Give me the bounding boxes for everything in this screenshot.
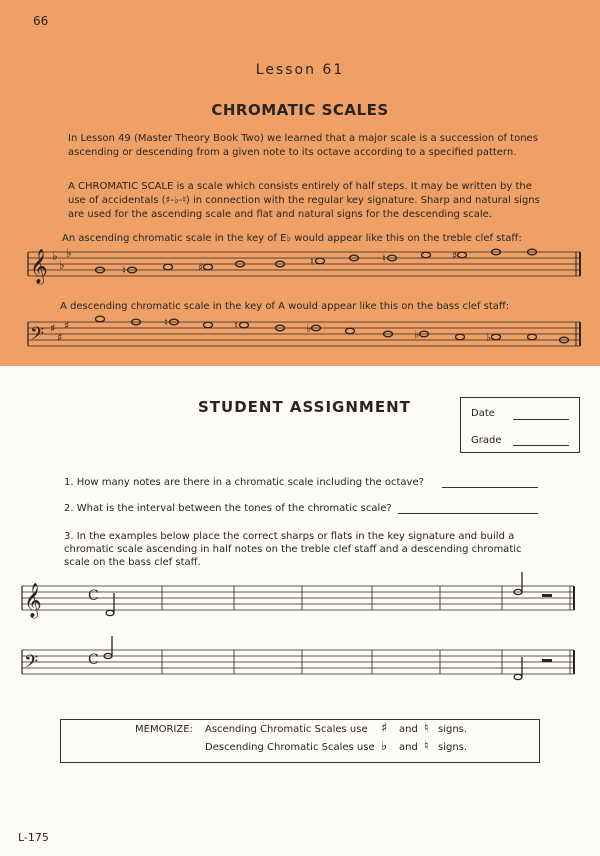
svg-text:♭: ♭ <box>486 331 492 344</box>
memorize-signs-1: signs. <box>438 724 468 735</box>
date-grade-box <box>460 397 580 453</box>
bass-clef-icon: 𝄢 <box>24 652 39 677</box>
lesson-title: Lesson 61 <box>255 62 345 78</box>
given-notes <box>106 572 522 616</box>
question-2: 2. What is the interval between the tones of the chromatic scale? <box>64 503 392 514</box>
svg-text:♮: ♮ <box>122 264 126 277</box>
chapter-title: CHROMATIC SCALES <box>211 101 389 119</box>
memorize-line2: Descending Chromatic Scales use <box>205 742 375 753</box>
page-number: 66 <box>33 14 49 28</box>
half-rest-icon <box>542 659 552 662</box>
svg-text:♭: ♭ <box>306 322 312 335</box>
intro-paragraph: In Lesson 49 (Master Theory Book Two) we learned that a major scale is a succession of tones ascending or descending from a given note to its octave according to a specified pattern. <box>68 133 538 158</box>
natural-icon: ♮ <box>424 721 429 736</box>
memorize-and-2: and <box>399 742 418 753</box>
svg-text:♮: ♮ <box>234 319 238 332</box>
treble-assignment-staff[interactable] <box>22 578 578 628</box>
svg-text:♭: ♭ <box>414 328 420 341</box>
svg-text:♯: ♯ <box>57 331 63 344</box>
svg-text:♯: ♯ <box>64 319 70 332</box>
example2-caption: A descending chromatic scale in the key of A would appear like this on the bass clef staff: <box>60 301 510 312</box>
svg-text:♯: ♯ <box>452 249 458 262</box>
bass-assignment-staff[interactable] <box>22 640 578 690</box>
treble-clef-icon: 𝄞 <box>24 583 42 618</box>
memorize-box <box>60 719 540 763</box>
assignment-title: STUDENT ASSIGNMENT <box>198 398 411 416</box>
key-signature-flats <box>52 246 72 272</box>
answer-2-field[interactable] <box>398 513 538 514</box>
svg-text:♮: ♮ <box>310 255 314 268</box>
date-label: Date <box>471 408 495 419</box>
half-rest-icon <box>542 594 552 597</box>
memorize-line1: Ascending Chromatic Scales use <box>205 724 368 735</box>
date-field[interactable] <box>513 419 569 420</box>
answer-1-field[interactable] <box>442 487 538 488</box>
sharp-icon: ♯ <box>381 721 388 736</box>
treble-example-staff <box>28 244 584 284</box>
natural-icon: ♮ <box>424 739 429 754</box>
svg-text:♯: ♯ <box>198 261 204 274</box>
bass-clef-icon: 𝄢 <box>30 324 45 349</box>
grade-label: Grade <box>471 435 502 446</box>
question-1: 1. How many notes are there in a chromatic scale including the octave? <box>64 477 424 488</box>
example1-caption: An ascending chromatic scale in the key of E♭ would appear like this on the treble clef staff: <box>62 233 522 244</box>
svg-text:♭: ♭ <box>59 258 65 272</box>
time-signature: C <box>88 588 99 604</box>
memorize-prefix: MEMORIZE: <box>135 724 193 735</box>
question-3: 3. In the examples below place the correct sharps or flats in the key signature and build a chromatic scale ascending in half notes on the treble clef staff and a descending chromatic scale on the bass clef staff. <box>64 531 522 568</box>
treble-clef-icon: 𝄞 <box>30 249 48 284</box>
memorize-signs-2: signs. <box>438 742 468 753</box>
time-signature: C <box>88 652 99 668</box>
svg-text:♭: ♭ <box>66 246 72 260</box>
svg-text:♯: ♯ <box>50 322 56 335</box>
scale-notes <box>96 249 537 273</box>
flat-icon: ♭ <box>381 739 388 754</box>
svg-text:♮: ♮ <box>382 252 386 265</box>
given-notes <box>104 636 522 680</box>
definition-paragraph: A CHROMATIC SCALE is a scale which consists entirely of half steps. It may be written by the use of accidentals (♯-♭-♮) in connection with the regular key signature. Sharp and natural signs are used for the ascending scale and flat and natural signs for the descending scale. <box>68 181 540 220</box>
grade-field[interactable] <box>513 445 569 446</box>
accidentals <box>122 249 457 277</box>
svg-text:♮: ♮ <box>164 316 168 329</box>
bass-example-staff <box>28 310 584 354</box>
memorize-and-1: and <box>399 724 418 735</box>
svg-text:♭: ♭ <box>52 249 58 263</box>
lesson-code: L-175 <box>18 831 49 844</box>
